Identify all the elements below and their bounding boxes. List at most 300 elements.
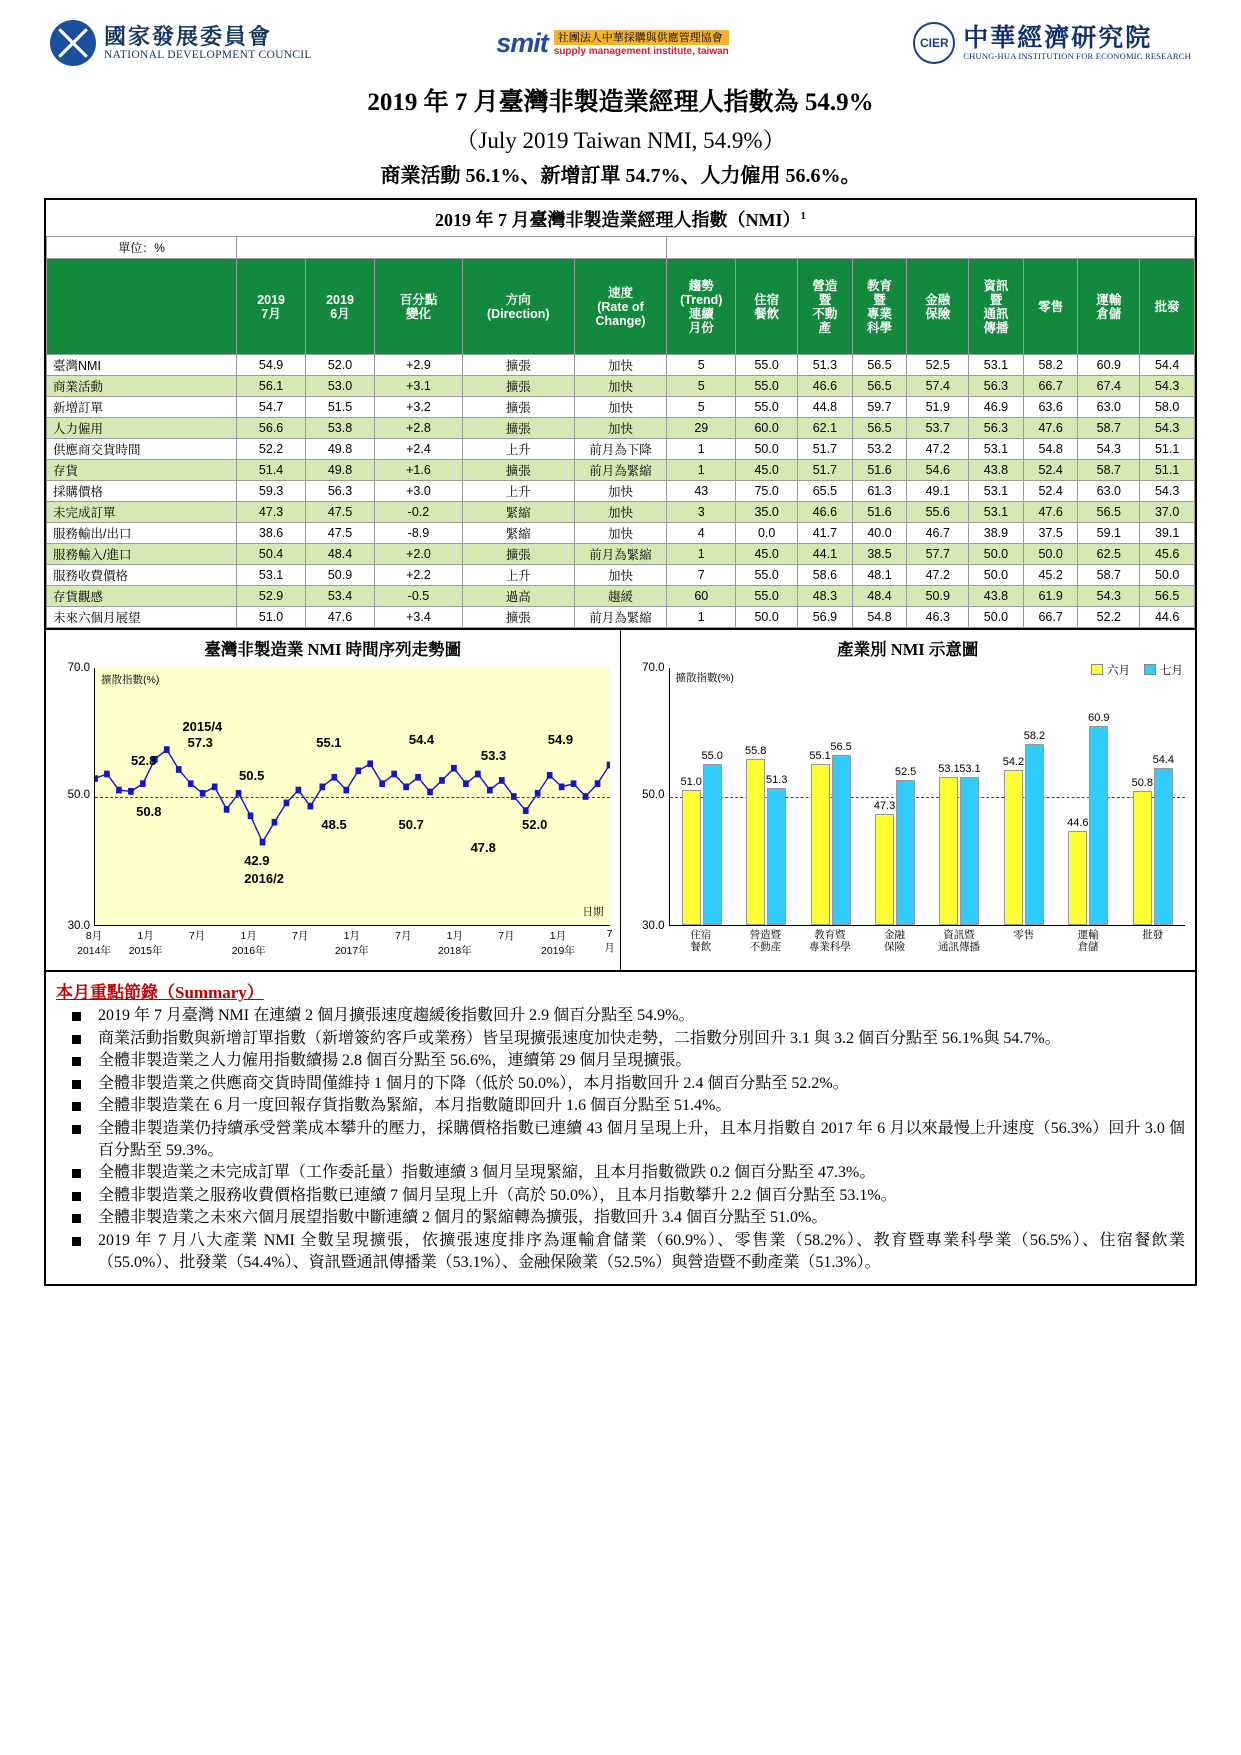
bar-value-label: 54.4 bbox=[1152, 754, 1174, 767]
bar-group bbox=[1133, 668, 1173, 925]
page-subtitle-en: （July 2019 Taiwan NMI, 54.9%） bbox=[455, 128, 786, 153]
table-cell: 46.6 bbox=[798, 502, 853, 523]
line-chart-annotation: 48.5 bbox=[321, 817, 347, 833]
line-chart-x-tick bbox=[232, 928, 266, 958]
bar-category-label: 批發 bbox=[1142, 929, 1164, 941]
table-cell: 53.1 bbox=[237, 565, 306, 586]
bar-category-label: 教育暨 專業科學 bbox=[808, 929, 851, 953]
cier-name-cn: 中華經濟研究院 bbox=[963, 24, 1153, 52]
line-chart-x-tick bbox=[395, 928, 411, 943]
table-cell: 55.0 bbox=[736, 376, 798, 397]
table-cell: +3.2 bbox=[374, 397, 462, 418]
table-cell: 擴張 bbox=[462, 355, 574, 376]
table-cell: 43 bbox=[667, 481, 736, 502]
table-cell: 63.0 bbox=[1078, 481, 1140, 502]
bar-value-label: 56.5 bbox=[830, 740, 852, 753]
table-cell: 62.5 bbox=[1078, 544, 1140, 565]
table-cell: 49.8 bbox=[306, 460, 375, 481]
table-cell: 56.3 bbox=[969, 418, 1024, 439]
table-cell: 1 bbox=[667, 439, 736, 460]
table-row-label: 商業活動 bbox=[47, 376, 237, 397]
table-cell: 51.0 bbox=[237, 607, 306, 628]
col-trend: 趨勢 (Trend) 連續 月份 bbox=[680, 278, 723, 335]
table-cell: 加快 bbox=[574, 565, 667, 586]
x-tick-month: 1月 bbox=[137, 930, 154, 942]
col-education: 教育 暨 專業 科學 bbox=[867, 278, 893, 335]
table-row bbox=[47, 376, 1195, 397]
table-cell: 55.0 bbox=[736, 586, 798, 607]
table-cell: 75.0 bbox=[736, 481, 798, 502]
table-cell: 54.7 bbox=[237, 397, 306, 418]
table-cell: 前月為緊縮 bbox=[574, 544, 667, 565]
table-cell: 62.1 bbox=[798, 418, 853, 439]
table-cell: 緊縮 bbox=[462, 502, 574, 523]
col-construction: 營造 暨 不動 產 bbox=[812, 278, 838, 335]
bar-category-label: 資訊暨 通訊傳播 bbox=[938, 929, 981, 953]
table-cell: 50.0 bbox=[736, 439, 798, 460]
header-logos bbox=[44, 12, 1197, 74]
line-chart-xlabel: 日期 bbox=[582, 906, 604, 918]
table-cell: 56.5 bbox=[852, 355, 907, 376]
table-cell: 55.0 bbox=[736, 355, 798, 376]
table-cell: 52.4 bbox=[1023, 481, 1078, 502]
table-cell: 44.1 bbox=[798, 544, 853, 565]
table-cell: 38.5 bbox=[852, 544, 907, 565]
table-cell: 56.9 bbox=[798, 607, 853, 628]
x-tick-month: 7月 bbox=[292, 930, 309, 942]
table-row bbox=[47, 502, 1195, 523]
table-cell: 5 bbox=[667, 397, 736, 418]
cier-logo bbox=[913, 22, 1191, 64]
bar-category-label: 住宿 餐飲 bbox=[690, 929, 712, 953]
summary-title: 本月重點節錄（Summary） bbox=[56, 983, 264, 1002]
table-cell: 48.3 bbox=[798, 586, 853, 607]
bar-y-tick-30: 30.0 bbox=[642, 920, 665, 932]
table-cell: 1 bbox=[667, 544, 736, 565]
line-chart-annotation: 57.3 bbox=[187, 734, 213, 750]
table-cell: 前月為下降 bbox=[574, 439, 667, 460]
table-cell: 上升 bbox=[462, 481, 574, 502]
table-cell: 51.4 bbox=[237, 460, 306, 481]
line-y-tick-50: 50.0 bbox=[67, 789, 90, 801]
bar-chart-y-axis bbox=[627, 662, 667, 932]
table-cell: +2.0 bbox=[374, 544, 462, 565]
table-cell: 54.4 bbox=[1140, 355, 1195, 376]
table-cell: 50.0 bbox=[969, 607, 1024, 628]
line-chart-annotation: 53.3 bbox=[480, 747, 507, 763]
bar bbox=[959, 762, 981, 925]
table-cell: 加快 bbox=[574, 502, 667, 523]
ndc-emblem-icon bbox=[50, 20, 96, 66]
col-direction: 方向 (Direction) bbox=[487, 292, 550, 321]
table-row bbox=[47, 397, 1195, 418]
table-cell: 49.1 bbox=[907, 481, 969, 502]
line-chart-annotation: 2015/4 bbox=[182, 719, 223, 735]
line-chart-x-tick bbox=[77, 928, 111, 958]
line-chart-annotation: 52.0 bbox=[522, 817, 548, 833]
legend-label-july: 七月 bbox=[1160, 665, 1183, 677]
x-tick-year: 2017年 bbox=[334, 945, 369, 957]
table-cell: 45.0 bbox=[736, 544, 798, 565]
table-row bbox=[47, 481, 1195, 502]
summary-item: 全體非製造業之供應商交貨時間僅維持 1 個月的下降（低於 50.0%），本月指數回升 2.4 個百分點至 52.2%。 bbox=[56, 1073, 1185, 1095]
table-cell: 55.0 bbox=[736, 397, 798, 418]
table-cell: +3.0 bbox=[374, 481, 462, 502]
table-cell: 47.5 bbox=[306, 502, 375, 523]
table-cell: 50.0 bbox=[969, 544, 1024, 565]
bar bbox=[1067, 817, 1089, 925]
table-cell: 加快 bbox=[574, 376, 667, 397]
summary-item: 全體非製造業之未來六個月展望指數中斷連續 2 個月的緊縮轉為擴張，指數回升 3.4 個百分點至 51.0%。 bbox=[56, 1207, 1185, 1229]
bar bbox=[1002, 755, 1025, 925]
bar-value-label: 51.0 bbox=[680, 776, 702, 789]
bar-value-label: 50.8 bbox=[1131, 777, 1153, 790]
table-cell: 52.5 bbox=[907, 355, 969, 376]
table-row-label: 存貨觀感 bbox=[47, 586, 237, 607]
table-cell: 51.7 bbox=[798, 460, 853, 481]
ndc-name-en: NATIONAL DEVELOPMENT COUNCIL bbox=[104, 48, 312, 61]
line-chart-annotation: 42.9 bbox=[244, 853, 270, 869]
table-cell: 上升 bbox=[462, 439, 574, 460]
x-tick-month: 8月 bbox=[85, 930, 103, 942]
table-cell: 63.0 bbox=[1078, 397, 1140, 418]
bar-value-label: 60.9 bbox=[1088, 712, 1110, 725]
table-cell: 5 bbox=[667, 355, 736, 376]
table-cell: 45.6 bbox=[1140, 544, 1195, 565]
table-cell: 51.7 bbox=[798, 439, 853, 460]
table-row-label: 供應商交貨時間 bbox=[47, 439, 237, 460]
summary-item: 全體非製造業在 6 月一度回報存貨指數為緊縮，本月指數隨即回升 1.6 個百分點至 51.4%。 bbox=[56, 1095, 1185, 1117]
table-cell: 前月為緊縮 bbox=[574, 607, 667, 628]
line-chart-canvas bbox=[94, 668, 610, 926]
table-cell: 45.2 bbox=[1023, 565, 1078, 586]
bar-y-tick-50: 50.0 bbox=[642, 789, 665, 801]
bar bbox=[1131, 777, 1153, 925]
table-row-label: 服務收費價格 bbox=[47, 565, 237, 586]
line-chart-x-tick bbox=[604, 928, 615, 955]
table-cell: 60.9 bbox=[1078, 355, 1140, 376]
line-chart-series bbox=[95, 668, 610, 925]
bar bbox=[873, 799, 896, 925]
table-cell: 37.5 bbox=[1023, 523, 1078, 544]
table-cell: 47.2 bbox=[907, 439, 969, 460]
table-cell: 58.0 bbox=[1140, 397, 1195, 418]
table-row-label: 人力僱用 bbox=[47, 418, 237, 439]
table-cell: 過高 bbox=[462, 586, 574, 607]
table-cell: 47.6 bbox=[306, 607, 375, 628]
bar bbox=[744, 745, 767, 925]
table-cell: 38.9 bbox=[969, 523, 1024, 544]
table-cell: 51.1 bbox=[1140, 439, 1195, 460]
table-cell: 53.8 bbox=[306, 418, 375, 439]
x-tick-year: 2016年 bbox=[231, 945, 266, 957]
line-chart-annotation: 54.9 bbox=[547, 732, 574, 748]
table-cell: 4 bbox=[667, 523, 736, 544]
bar-group bbox=[875, 668, 915, 925]
table-cell: 63.6 bbox=[1023, 397, 1078, 418]
table-cell: 66.7 bbox=[1023, 607, 1078, 628]
col-2019-07: 2019 7月 bbox=[257, 292, 285, 321]
table-cell: 43.8 bbox=[969, 460, 1024, 481]
bar-chart-panel bbox=[621, 630, 1196, 970]
col-change: 百分點 變化 bbox=[399, 292, 438, 321]
table-cell: 46.3 bbox=[907, 607, 969, 628]
line-chart-annotation: 52.8 bbox=[131, 752, 157, 768]
table-cell: 擴張 bbox=[462, 544, 574, 565]
table-cell: 40.0 bbox=[852, 523, 907, 544]
bar-chart-plot-area bbox=[627, 664, 1190, 964]
bar-category-label: 營造暨 不動產 bbox=[749, 929, 782, 953]
table-cell: 緊縮 bbox=[462, 523, 574, 544]
table-row bbox=[47, 355, 1195, 376]
col-transport: 運輸 倉儲 bbox=[1096, 292, 1122, 321]
table-cell: +1.6 bbox=[374, 460, 462, 481]
table-cell: 58.7 bbox=[1078, 460, 1140, 481]
table-cell: 47.6 bbox=[1023, 502, 1078, 523]
table-row-label: 未完成訂單 bbox=[47, 502, 237, 523]
x-tick-month: 7月 bbox=[395, 930, 412, 942]
table-cell: 54.9 bbox=[237, 355, 306, 376]
bar-value-label: 53.1 bbox=[938, 762, 960, 775]
table-cell: 44.8 bbox=[798, 397, 853, 418]
table-cell: -8.9 bbox=[374, 523, 462, 544]
table-unit-row bbox=[47, 237, 1195, 259]
table-cell: 1 bbox=[667, 607, 736, 628]
summary-item: 2019 年 7 月八大產業 NMI 全數呈現擴張，依擴張速度排序為運輸倉儲業（60.9%）、零售業（58.2%）、教育暨專業科學業（56.5%）、住宿餐飲業（55.0%）、批發業（54.4%）、資訊暨通訊傳播業（53.1%）、金融保險業（52.5%）與營造暨不動產業（51.3%）。 bbox=[56, 1230, 1185, 1273]
line-chart-panel bbox=[46, 630, 621, 970]
page-subtitle-detail: 商業活動 56.1%、新增訂單 54.7%、人力僱用 56.6%。 bbox=[380, 165, 861, 187]
line-chart-annotation: 55.1 bbox=[316, 734, 342, 750]
table-cell: 1 bbox=[667, 460, 736, 481]
bar-chart-bars bbox=[670, 668, 1186, 925]
table-row-label: 服務輸出/出口 bbox=[47, 523, 237, 544]
table-cell: -0.2 bbox=[374, 502, 462, 523]
table-cell: 加快 bbox=[574, 481, 667, 502]
bar bbox=[680, 776, 702, 925]
table-cell: 52.0 bbox=[306, 355, 375, 376]
table-cell: 擴張 bbox=[462, 607, 574, 628]
table-cell: 54.3 bbox=[1140, 481, 1195, 502]
line-chart-x-tick bbox=[541, 928, 575, 958]
table-caption bbox=[46, 200, 1195, 236]
table-row bbox=[47, 460, 1195, 481]
bar-chart-canvas bbox=[669, 668, 1186, 926]
summary-item: 2019 年 7 月臺灣 NMI 在連續 2 個月擴張速度趨緩後指數回升 2.9 個百分點至 54.9%。 bbox=[56, 1005, 1185, 1027]
x-tick-year: 2015年 bbox=[128, 945, 163, 957]
table-row bbox=[47, 586, 1195, 607]
bar-category-label: 零售 bbox=[1013, 929, 1035, 941]
cier-emblem-icon: CIER bbox=[913, 22, 955, 64]
table-cell: +2.2 bbox=[374, 565, 462, 586]
col-rate-of-change: 速度 (Rate of Change) bbox=[595, 285, 646, 328]
line-chart-ylabel: 擴散指數(%) bbox=[101, 674, 160, 686]
table-cell: 54.3 bbox=[1078, 586, 1140, 607]
line-chart-plot-area bbox=[52, 664, 614, 964]
x-tick-month: 1月 bbox=[446, 930, 464, 942]
table-cell: 60 bbox=[667, 586, 736, 607]
x-tick-month: 1月 bbox=[343, 930, 360, 942]
line-chart-annotation: 50.5 bbox=[239, 768, 265, 784]
table-cell: 50.0 bbox=[736, 607, 798, 628]
bar bbox=[765, 774, 788, 925]
table-cell: 擴張 bbox=[462, 376, 574, 397]
ndc-logo bbox=[50, 20, 312, 66]
bar-y-tick-70: 70.0 bbox=[642, 662, 665, 674]
table-cell: +2.4 bbox=[374, 439, 462, 460]
table-cell: 56.6 bbox=[237, 418, 306, 439]
line-chart-y-axis bbox=[52, 662, 92, 932]
line-chart-title: 臺灣非製造業 NMI 時間序列走勢圖 bbox=[204, 640, 462, 659]
nmi-table bbox=[46, 236, 1195, 628]
table-row bbox=[47, 418, 1195, 439]
table-cell: 56.3 bbox=[969, 376, 1024, 397]
table-row-label: 新增訂單 bbox=[47, 397, 237, 418]
table-cell: 52.2 bbox=[1078, 607, 1140, 628]
bar-chart-ylabel: 擴散指數(%) bbox=[675, 672, 734, 684]
bar bbox=[809, 749, 831, 925]
table-cell: 53.1 bbox=[969, 502, 1024, 523]
table-cell: 56.3 bbox=[306, 481, 375, 502]
summary-item: 全體非製造業之人力僱用指數續揚 2.8 個百分點至 56.6%，連續第 29 個月呈現擴張。 bbox=[56, 1050, 1185, 1072]
table-row-label: 採購價格 bbox=[47, 481, 237, 502]
x-tick-month: 7月 bbox=[188, 930, 206, 942]
page-title: 2019 年 7 月臺灣非製造業經理人指數為 54.9% bbox=[367, 89, 874, 116]
table-cell: 57.4 bbox=[907, 376, 969, 397]
table-cell: 50.4 bbox=[237, 544, 306, 565]
table-cell: 3 bbox=[667, 502, 736, 523]
bar-value-label: 47.3 bbox=[873, 799, 896, 812]
bar-value-label: 55.8 bbox=[744, 745, 767, 758]
ndc-name-cn: 國家發展委員會 bbox=[104, 24, 273, 50]
x-tick-month: 7月 bbox=[604, 928, 615, 954]
table-cell: +2.8 bbox=[374, 418, 462, 439]
table-cell: 加快 bbox=[574, 397, 667, 418]
x-tick-month: 7月 bbox=[498, 930, 515, 942]
table-cell: 58.7 bbox=[1078, 418, 1140, 439]
table-row-label: 臺灣NMI bbox=[47, 355, 237, 376]
table-cell: 58.7 bbox=[1078, 565, 1140, 586]
table-body bbox=[47, 355, 1195, 628]
bar-value-label: 55.1 bbox=[809, 749, 831, 762]
table-cell: 52.9 bbox=[237, 586, 306, 607]
table-cell: 56.5 bbox=[852, 376, 907, 397]
table-cell: 59.7 bbox=[852, 397, 907, 418]
line-chart-annotation: 50.7 bbox=[398, 817, 424, 833]
table-cell: 56.5 bbox=[1140, 586, 1195, 607]
col-finance: 金融 保險 bbox=[925, 292, 951, 321]
smit-logo bbox=[496, 28, 729, 59]
col-hospitality: 住宿 餐飲 bbox=[754, 292, 780, 321]
summary-list bbox=[56, 1005, 1185, 1273]
table-cell: 53.1 bbox=[969, 481, 1024, 502]
table-row bbox=[47, 544, 1195, 565]
summary-section bbox=[46, 970, 1195, 1284]
bar-value-label: 54.2 bbox=[1002, 755, 1025, 768]
table-cell: 5 bbox=[667, 376, 736, 397]
x-tick-year: 2014年 bbox=[77, 945, 111, 957]
table-cell: 46.9 bbox=[969, 397, 1024, 418]
summary-item: 全體非製造業仍持續承受營業成本攀升的壓力，採購價格指數已連續 43 個月呈現上升，且本月指數自 2017 年 6 月以來最慢上升速度（56.3%）回升 3.0 個百分點至 59.3%。 bbox=[56, 1118, 1185, 1161]
table-cell: 37.0 bbox=[1140, 502, 1195, 523]
table-cell: 58.2 bbox=[1023, 355, 1078, 376]
table-cell: 59.1 bbox=[1078, 523, 1140, 544]
table-cell: 加快 bbox=[574, 355, 667, 376]
table-cell: 52.4 bbox=[1023, 460, 1078, 481]
bar bbox=[1088, 712, 1110, 925]
table-cell: -0.5 bbox=[374, 586, 462, 607]
line-chart-x-tick bbox=[498, 928, 514, 943]
cier-name-en: CHUNG-HUA INSTITUTION FOR ECONOMIC RESEARCH bbox=[963, 50, 1191, 61]
table-cell: 0.0 bbox=[736, 523, 798, 544]
table-cell: 41.7 bbox=[798, 523, 853, 544]
table-industry-group-header: 產業別 bbox=[667, 237, 1195, 259]
table-cell: 52.2 bbox=[237, 439, 306, 460]
table-cell: 47.6 bbox=[1023, 418, 1078, 439]
bar-group bbox=[811, 668, 851, 925]
bar bbox=[830, 740, 852, 925]
x-tick-year: 2018年 bbox=[437, 945, 472, 957]
table-cell: 44.6 bbox=[1140, 607, 1195, 628]
col-2019-06: 2019 6月 bbox=[326, 292, 354, 321]
table-cell: 56.1 bbox=[237, 376, 306, 397]
bar bbox=[1152, 754, 1174, 925]
bar-value-label: 58.2 bbox=[1023, 729, 1046, 742]
table-cell: 48.1 bbox=[852, 565, 907, 586]
table-cell: 54.8 bbox=[1023, 439, 1078, 460]
table-cell: 51.1 bbox=[1140, 460, 1195, 481]
table-cell: 54.8 bbox=[852, 607, 907, 628]
table-cell: +3.1 bbox=[374, 376, 462, 397]
bar bbox=[938, 762, 960, 925]
table-caption-text: 2019 年 7 月臺灣非製造業經理人指數（NMI） bbox=[435, 210, 801, 230]
smit-name-cn: 社團法人中華採購與供應管理協會 bbox=[557, 32, 723, 44]
table-cell: 51.5 bbox=[306, 397, 375, 418]
table-cell: 65.5 bbox=[798, 481, 853, 502]
table-cell: 43.8 bbox=[969, 586, 1024, 607]
table-cell: 50.0 bbox=[1140, 565, 1195, 586]
bar bbox=[894, 766, 917, 925]
table-row-label: 存貨 bbox=[47, 460, 237, 481]
table-row bbox=[47, 523, 1195, 544]
table-cell: 46.6 bbox=[798, 376, 853, 397]
table-cell: 53.1 bbox=[969, 355, 1024, 376]
table-cell: +2.9 bbox=[374, 355, 462, 376]
line-chart-x-tick bbox=[129, 928, 163, 958]
table-unit-label: 單位：% bbox=[47, 237, 237, 259]
table-row bbox=[47, 607, 1195, 628]
table-cell: 47.2 bbox=[907, 565, 969, 586]
line-chart-annotation: 2016/2 bbox=[244, 871, 284, 887]
table-cell: 55.6 bbox=[907, 502, 969, 523]
bar-value-label: 53.1 bbox=[959, 762, 981, 775]
legend-label-june: 六月 bbox=[1107, 665, 1130, 677]
bar-value-label: 51.3 bbox=[765, 774, 788, 787]
bar-group bbox=[682, 668, 722, 925]
table-cell: +3.4 bbox=[374, 607, 462, 628]
table-cell: 48.4 bbox=[852, 586, 907, 607]
table-cell: 7 bbox=[667, 565, 736, 586]
table-cell: 56.5 bbox=[1078, 502, 1140, 523]
table-cell: 55.0 bbox=[736, 565, 798, 586]
table-cell: 53.1 bbox=[969, 439, 1024, 460]
table-cell: 56.5 bbox=[852, 418, 907, 439]
table-cell: 54.3 bbox=[1078, 439, 1140, 460]
smit-name-en: supply management institute, taiwan bbox=[553, 45, 729, 57]
line-chart-x-tick bbox=[292, 928, 308, 943]
table-cell: 50.9 bbox=[907, 586, 969, 607]
smit-wordmark: smit bbox=[496, 27, 548, 58]
table-cell: 54.6 bbox=[907, 460, 969, 481]
